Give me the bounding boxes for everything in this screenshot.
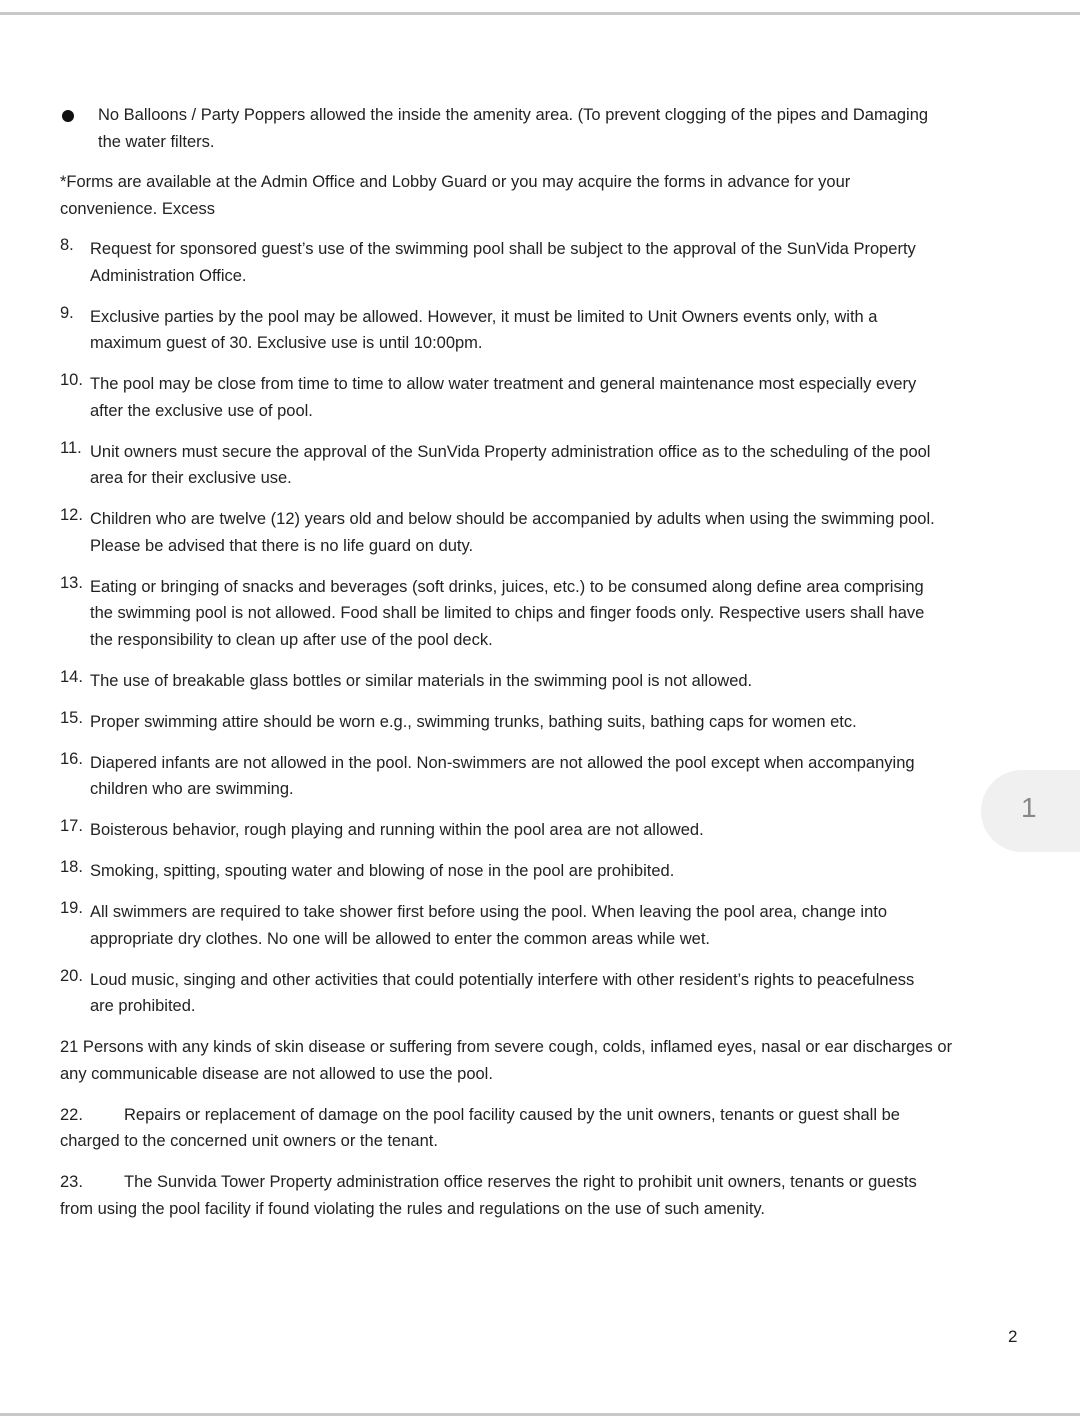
rule-item-23 bbox=[60, 1169, 1015, 1222]
rule-text: area for their exclusive use. bbox=[90, 469, 292, 487]
rule-text: are prohibited. bbox=[90, 997, 196, 1015]
rule-item-13 bbox=[60, 574, 1015, 654]
rule-number: 13. bbox=[60, 573, 83, 592]
rule-text: maximum guest of 30. Exclusive use is until 10:00pm. bbox=[90, 334, 483, 352]
rule-text: The Sunvida Tower Property administration office reserves the right to prohibit unit owners, tenants or guests bbox=[124, 1173, 917, 1191]
rule-item-10 bbox=[60, 371, 1015, 424]
bullet-icon bbox=[62, 110, 74, 122]
rule-text: Please be advised that there is no life guard on duty. bbox=[90, 536, 474, 555]
rule-item-11 bbox=[60, 439, 1015, 492]
rule-number: 8. bbox=[60, 236, 74, 254]
rule-text: Unit owners must secure the approval of the SunVida Property administration office as to the scheduling of the pool bbox=[90, 442, 931, 461]
rule-number: 11. bbox=[60, 438, 82, 457]
rule-number: 22. bbox=[60, 1105, 83, 1124]
rule-text: The pool may be close from time to time to allow water treatment and general maintenance most especially every bbox=[90, 375, 917, 393]
rule-number: 14. bbox=[60, 667, 83, 686]
rule-text: Diapered infants are not allowed in the pool. Non-swimmers are not allowed the pool except when accompanying bbox=[90, 753, 915, 772]
rule-number: 12. bbox=[60, 506, 83, 524]
rule-text: Administration Office. bbox=[90, 266, 247, 285]
rule-item-17 bbox=[60, 817, 1015, 844]
rule-text: Exclusive parties by the pool may be allowed. However, it must be limited to Unit Owners events only, with a bbox=[90, 307, 878, 326]
rule-text: Eating or bringing of snacks and beverages (soft drinks, juices, etc.) to be consumed along define area comprising bbox=[90, 577, 924, 596]
top-border bbox=[0, 0, 1080, 15]
rule-text: Request for sponsored guest’s use of the swimming pool shall be subject to the approval of the SunVida Property bbox=[90, 240, 916, 258]
rule-number: 18. bbox=[60, 858, 83, 876]
rule-item-20 bbox=[60, 967, 1015, 1020]
rule-number: 17. bbox=[60, 817, 83, 835]
rule-text: Children who are twelve (12) years old and below should be accompanied by adults when using the swimming pool. bbox=[90, 510, 935, 528]
rule-text: All swimmers are required to take shower first before using the pool. When leaving the pool area, change into bbox=[90, 903, 888, 921]
rule-text: Proper swimming attire should be worn e.g., swimming trunks, bathing suits, bathing caps for women etc. bbox=[90, 712, 857, 731]
rule-text: after the exclusive use of pool. bbox=[90, 401, 313, 420]
page-number: 2 bbox=[1008, 1327, 1018, 1346]
rule-item-22 bbox=[60, 1102, 1015, 1155]
rule-text: the swimming pool is not allowed. Food shall be limited to chips and finger foods only. Respective users shall have bbox=[90, 604, 925, 622]
page-indicator-tab[interactable] bbox=[981, 770, 1080, 852]
document-body bbox=[60, 102, 1015, 1237]
rule-item-21 bbox=[60, 1034, 1015, 1087]
rule-text: Boisterous behavior, rough playing and running within the pool area are not allowed. bbox=[90, 821, 704, 839]
bullet-item bbox=[60, 102, 1015, 155]
bullet-text-line-1: No Balloons / Party Poppers allowed the inside the amenity area. (To prevent clogging of the pipes and Damaging bbox=[98, 106, 929, 124]
rule-item-16 bbox=[60, 750, 1015, 803]
rule-text: charged to the concerned unit owners or the tenant. bbox=[60, 1132, 438, 1150]
rule-item-12 bbox=[60, 506, 1015, 559]
rule-text: any communicable disease are not allowed to use the pool. bbox=[60, 1064, 493, 1083]
rule-item-8 bbox=[60, 236, 1015, 289]
note-line-2: convenience. Excess bbox=[60, 199, 216, 218]
rule-text: children who are swimming. bbox=[90, 780, 294, 798]
rule-number: 20. bbox=[60, 966, 83, 985]
page-indicator-number: 1 bbox=[1021, 792, 1037, 823]
rule-text: Smoking, spitting, spouting water and blowing of nose in the pool are prohibited. bbox=[90, 862, 675, 880]
rule-item-14 bbox=[60, 668, 1015, 695]
rule-text: the responsibility to clean up after use of the pool deck. bbox=[90, 630, 493, 649]
rule-item-18 bbox=[60, 858, 1015, 885]
rule-text: 21 Persons with any kinds of skin disease or suffering from severe cough, colds, inflamed eyes, nasal or ear discharges or bbox=[60, 1038, 953, 1056]
rule-text: Repairs or replacement of damage on the pool facility caused by the unit owners, tenants or guest shall be bbox=[124, 1105, 900, 1124]
forms-note bbox=[60, 169, 1015, 222]
rule-item-9 bbox=[60, 304, 1015, 357]
rule-number: 9. bbox=[60, 303, 74, 322]
rule-number: 15. bbox=[60, 708, 83, 727]
note-line-1: *Forms are available at the Admin Office and Lobby Guard or you may acquire the forms in advance for your bbox=[60, 173, 851, 191]
rule-text: appropriate dry clothes. No one will be allowed to enter the common areas while wet. bbox=[90, 929, 710, 948]
rule-item-15 bbox=[60, 709, 1015, 736]
bottom-border bbox=[0, 1413, 1080, 1416]
rule-number: 19. bbox=[60, 899, 83, 917]
rule-item-19 bbox=[60, 899, 1015, 952]
rule-number: 23. bbox=[60, 1173, 83, 1191]
bullet-text-line-2: the water filters. bbox=[98, 132, 215, 151]
rule-text: from using the pool facility if found violating the rules and regulations on the use of such amenity. bbox=[60, 1199, 766, 1218]
rule-number: 16. bbox=[60, 749, 83, 768]
rule-text: The use of breakable glass bottles or similar materials in the swimming pool is not allowed. bbox=[90, 671, 753, 690]
rule-number: 10. bbox=[60, 371, 83, 389]
rule-text: Loud music, singing and other activities that could potentially interfere with other resident’s rights to peacefulness bbox=[90, 970, 915, 989]
